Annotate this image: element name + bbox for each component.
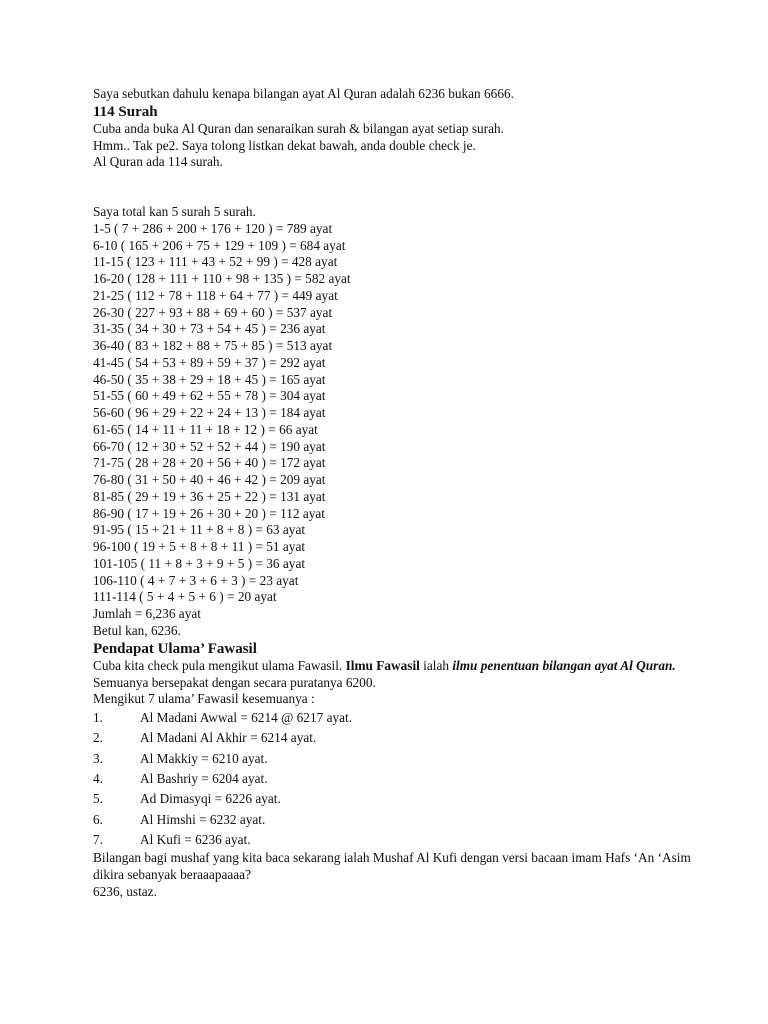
total-row: Jumlah = 6,236 ayat	[93, 606, 201, 622]
sum-row: 76-80 ( 31 + 50 + 40 + 46 + 42 ) = 209 ayat	[93, 472, 326, 488]
list-number: 6.	[93, 811, 103, 827]
sum-row: 91-95 ( 15 + 21 + 11 + 8 + 8 ) = 63 ayat	[93, 522, 306, 538]
sum-row: 26-30 ( 227 + 93 + 88 + 69 + 60 ) = 537 ayat	[93, 304, 333, 320]
para2-definition: ilmu penentuan bilangan ayat Al Quran.	[452, 657, 676, 673]
list-number: 2.	[93, 730, 103, 746]
list-number: 7.	[93, 831, 103, 847]
sum-row: 96-100 ( 19 + 5 + 8 + 8 + 11 ) = 51 ayat	[93, 539, 306, 555]
heading-114-surah: 114 Surah	[93, 103, 158, 120]
surah-sums-list	[93, 221, 693, 640]
heading-pendapat-ulama: Pendapat Ulama’ Fawasil	[93, 640, 257, 657]
list-text: Al Makkiy = 6210 ayat.	[140, 750, 268, 766]
document-page	[93, 86, 693, 901]
para2-mid: ialah	[419, 657, 453, 673]
list-item	[93, 769, 693, 789]
sum-row: 51-55 ( 60 + 49 + 62 + 55 + 78 ) = 304 ayat	[93, 388, 326, 404]
sum-row: 111-114 ( 5 + 4 + 5 + 6 ) = 20 ayat	[93, 589, 277, 605]
para2-bold-term: Ilmu Fawasil	[345, 657, 420, 673]
list-item	[93, 789, 693, 809]
list-item	[93, 708, 693, 728]
sum-row: 16-20 ( 128 + 111 + 110 + 98 + 135 ) = 582 ayat	[93, 271, 351, 287]
para1-line: Al Quran ada 114 surah.	[93, 154, 223, 170]
sum-row: 61-65 ( 14 + 11 + 11 + 18 + 12 ) = 66 ayat	[93, 421, 318, 437]
answer-text: 6236, ustaz.	[93, 883, 157, 899]
list-intro: Mengikut 7 ulama’ Fawasil kesemuanya :	[93, 691, 315, 707]
list-item	[93, 830, 693, 850]
para1-line: Cuba anda buka Al Quran dan senaraikan surah & bilangan ayat setiap surah.	[93, 120, 504, 136]
sum-row: 71-75 ( 28 + 28 + 20 + 56 + 40 ) = 172 ayat	[93, 455, 326, 471]
list-number: 5.	[93, 791, 103, 807]
para2-pre: Cuba kita check pula mengikut ulama Fawasil.	[93, 657, 346, 673]
sum-row: 31-35 ( 34 + 30 + 73 + 54 + 45 ) = 236 ayat	[93, 321, 326, 337]
sum-row: 21-25 ( 112 + 78 + 118 + 64 + 77 ) = 449 ayat	[93, 287, 338, 303]
list-text: Al Himshi = 6232 ayat.	[140, 811, 266, 827]
sum-row: 1-5 ( 7 + 286 + 200 + 176 + 120 ) = 789 ayat	[93, 220, 333, 236]
list-number: 1.	[93, 710, 103, 726]
confirm-row: Betul kan, 6236.	[93, 622, 181, 638]
list-text: Ad Dimasyqi = 6226 ayat.	[140, 791, 281, 807]
sum-row: 56-60 ( 96 + 29 + 22 + 24 + 13 ) = 184 ayat	[93, 405, 326, 421]
sum-row: 46-50 ( 35 + 38 + 29 + 18 + 45 ) = 165 ayat	[93, 371, 326, 387]
list-text: Al Bashriy = 6204 ayat.	[140, 771, 268, 787]
sums-intro: Saya total kan 5 surah 5 surah.	[93, 204, 256, 220]
spacer	[93, 171, 693, 204]
list-item	[93, 749, 693, 769]
sum-row: 66-70 ( 12 + 30 + 52 + 52 + 44 ) = 190 ayat	[93, 438, 326, 454]
ulama-list	[93, 708, 693, 850]
sum-row: 101-105 ( 11 + 8 + 3 + 9 + 5 ) = 36 ayat	[93, 555, 306, 571]
sum-row: 11-15 ( 123 + 111 + 43 + 52 + 99 ) = 428 ayat	[93, 254, 338, 270]
para1-line: Hmm.. Tak pe2. Saya tolong listkan dekat bawah, anda double check je.	[93, 137, 476, 153]
list-text: Al Madani Al Akhir = 6214 ayat.	[140, 730, 317, 746]
sum-row: 106-110 ( 4 + 7 + 3 + 6 + 3 ) = 23 ayat	[93, 572, 299, 588]
intro-text: Saya sebutkan dahulu kenapa bilangan ayat Al Quran adalah 6236 bukan 6666.	[93, 86, 514, 101]
list-number: 3.	[93, 750, 103, 766]
list-text: Al Madani Awwal = 6214 @ 6217 ayat.	[140, 710, 353, 726]
sum-row: 41-45 ( 54 + 53 + 89 + 59 + 37 ) = 292 ayat	[93, 354, 326, 370]
list-text: Al Kufi = 6236 ayat.	[140, 831, 251, 847]
list-item	[93, 810, 693, 830]
sum-row: 86-90 ( 17 + 19 + 26 + 30 + 20 ) = 112 ayat	[93, 505, 325, 521]
closing-text: Bilangan bagi mushaf yang kita baca sekarang ialah Mushaf Al Kufi dengan versi bacaan imam Hafs ‘An ‘Asim dikira sebanyak beraaapaaaa?	[93, 850, 691, 882]
agree-text: Semuanya bersepakat dengan secara puratanya 6200.	[93, 674, 376, 690]
list-item	[93, 728, 693, 748]
sum-row: 81-85 ( 29 + 19 + 36 + 25 + 22 ) = 131 ayat	[93, 488, 326, 504]
list-number: 4.	[93, 771, 103, 787]
sum-row: 36-40 ( 83 + 182 + 88 + 75 + 85 ) = 513 ayat	[93, 338, 333, 354]
para2	[93, 658, 693, 675]
sum-row: 6-10 ( 165 + 206 + 75 + 129 + 109 ) = 684 ayat	[93, 237, 346, 253]
